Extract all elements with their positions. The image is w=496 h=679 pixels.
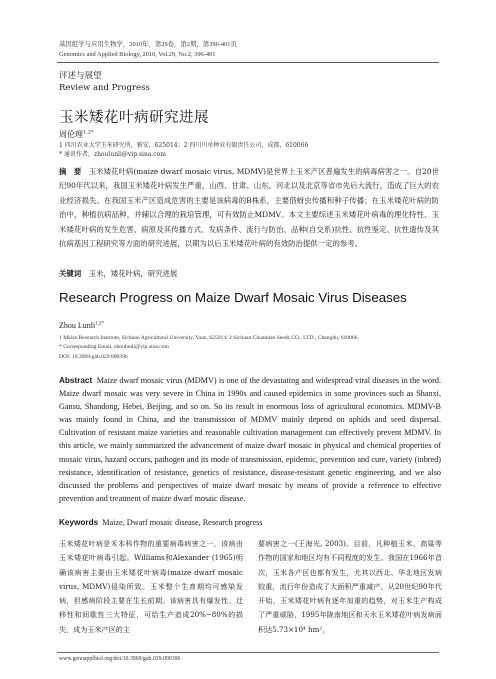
- keywords-text-en: Maize, Dwarf mosaic disease, Research progress: [102, 518, 263, 527]
- header-rule: [57, 62, 439, 63]
- keywords-cn: [59, 268, 177, 279]
- journal-header-en: Genomics and Applied Biology, 2010, Vol.29, No.2, 396-401: [59, 51, 216, 58]
- keywords-en: [59, 518, 263, 527]
- affiliation-text-en: 1 Maize Research Institute, Sichuan Agricultural University, Yaan, 625014; 2 Sichuan Chuandan Seeds CO., LTD., Chengdu, 610066: [59, 335, 358, 341]
- journal-header-cn: 基因组学与应用生物学，2010年，第29卷，第2期，第396-401页: [59, 41, 237, 48]
- abstract-label-en: Abstract: [59, 376, 93, 385]
- title-cn: 玉米矮花叶病研究进展: [59, 110, 209, 126]
- body-column-left: 玉米矮花叶病是禾本科作物的重要病毒病害之一，该病由玉米矮花叶病毒引起。Williams和Alexander (1965)明确该病害主要由玉米矮花叶病毒(maize dwarf mosaic virus, MDMV)侵染所致。玉米整个生育期均可感染发病，但感病阶段主要在生长前期。该病害具有爆发性、迁移性和间歇性三大特征，可给生产造成20%~80%的损失，成为玉米产区的主: [59, 539, 243, 634]
- abstract-cn: [59, 165, 439, 251]
- body-column-right: 要病害之一(王海光, 2003)。目前，凡种植玉米、高粱等作物的国家和地区均有不同程度的发生。我国在1966年首次，玉米各产区也都有发生，尤其以西北、华北地区发病较重，流行年份造成了大面积严重减产。从20世纪90年代开始，玉米矮花叶病有逐年加重的趋势，对玉米生产构成了严重威胁，1995年陇南地区和天水玉米矮花叶病发病面积达5.73×10⁴ hm²，: [258, 539, 442, 634]
- affiliation-en: [59, 334, 449, 362]
- section-label-cn: 评述与展望: [59, 71, 102, 81]
- affiliation-cn: [59, 141, 449, 159]
- keywords-text-cn: 玉米，矮花叶病，研究进展: [88, 269, 178, 278]
- author-en: [59, 321, 104, 330]
- corresponding-cn: * 通讯作者，zhoulunli@vip.sina.com: [59, 151, 166, 158]
- author-name-en: Zhou Lunli: [59, 321, 96, 330]
- keywords-label-en: Keywords: [59, 518, 99, 527]
- author-sup-cn: 1,2*: [83, 129, 94, 136]
- title-en: Research Progress on Maize Dwarf Mosaic Virus Diseases: [59, 290, 407, 305]
- author-name-cn: 周伦理: [59, 130, 83, 139]
- section-label-en: Review and Progress: [59, 83, 150, 93]
- abstract-text-cn: 玉米矮花叶病(maize dwarf mosaic virus, MDMV)是世界上玉米产区普遍发生的病毒病害之一。自20世纪90年代以来，我国玉米矮花叶病发生严重，山西、甘肃、山东、河北以及北京等省市先后大流行，造成了巨大的农业经济损失。在我国玉米产区造成危害的主要是该病毒的B株系，主要借蚜虫传播和种子传播；在玉米矮花叶病的防治中，种植抗病品种，并辅以合理的栽培管理，可有效防止MDMV。本文主要综述玉米矮花叶病毒的理化特性、玉米矮花叶病的发生危害、病原及其传播方式、发病条件、流行与防治、品种(自交系)抗性、抗性鉴定、抗性遗传及其抗病基因工程研究等方面的研究进展，以期为以后玉米矮花叶病的有效防治提供一定的参考。: [59, 167, 439, 249]
- keywords-label-cn: 关键词: [59, 269, 82, 278]
- footer-rule: [57, 652, 439, 653]
- journal-header: [59, 40, 439, 60]
- abstract-label-cn: 摘 要: [59, 167, 82, 176]
- abstract-text-en: Maize dwarf mosaic virus (MDMV) is one of the devastating and widespread viral diseases in the word. Maize dwarf mosaic was very severe in China in 1990s and caused epidemics in some provinces such as Shanxi, Gansu, Shandong, Hebei, Beijing, and so on. So its result in enormous loss of agricultural economics. MDMV-B was mainly found in China, and the transmission of MDMV mainly depend on aphids and seed dispersal. Cultivation of resistant maize varieties and reasonable cultivation management can effectively prevent MDMV. In this article, we mainly summarized the advancement of maize dwarf mosaic in physical and chemical properties of mosaic virus, hazard occurs, pathogen and its mode of transmission, epidemic, prevention and cure, variety (inbred) resistance, identification of resistance, genetics of resistance, disease-resistant genetic engineering, and we also discussed the problems and perspectives of maize dwarf mosaic by means of provide a reference to effective prevention and treatment of maize dwarf mosaic disease.: [59, 376, 442, 503]
- corresponding-en: * Corresponding Email, zhoulunli@vip.sina.com: [59, 344, 169, 351]
- author-sup-en: 1,2*: [95, 321, 104, 327]
- section-label: [59, 70, 150, 94]
- author-cn: [59, 129, 93, 140]
- doi: DOI: 10.3969/gab.029.000396: [59, 353, 128, 360]
- abstract-en: [59, 374, 441, 505]
- footer-url: www.genoapplbiol.org/doi/10.3969/gab.029.000396: [59, 656, 181, 662]
- affiliation-text-cn: 1 四川农业大学玉米研究所，雅安，625014；2 四川川单种业有限责任公司，成都，610066: [59, 142, 309, 149]
